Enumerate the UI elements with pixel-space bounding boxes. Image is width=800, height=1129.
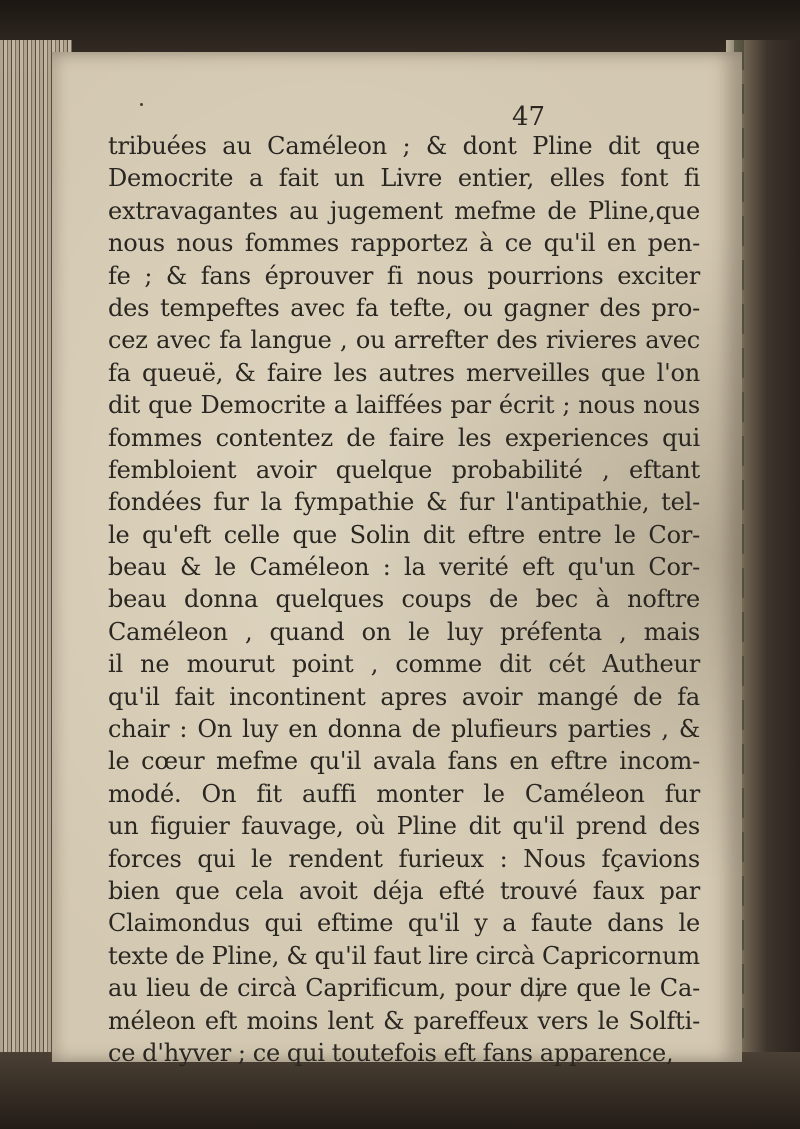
ink-speck bbox=[140, 103, 143, 106]
text-line: il ne mourut point , comme dit cét Autheur bbox=[108, 650, 700, 679]
text-line: modé. On fit auffi monter le Caméleon fur bbox=[108, 779, 700, 808]
text-line: fa queuë, & faire les autres merveilles que l'on bbox=[108, 358, 700, 387]
page-body-text bbox=[108, 130, 700, 1069]
text-line: fembloient avoir quelque probabilité , eftant bbox=[108, 455, 700, 484]
text-line: tribuées au Caméleon ; & dont Pline dit que bbox=[108, 132, 700, 160]
text-line: le qu'eft celle que Solin dit eftre entre le Cor- bbox=[108, 520, 700, 549]
text-line: fe ; & fans éprouver fi nous pourrions exciter bbox=[108, 261, 700, 290]
text-line: au lieu de circà Caprificum, pour dire que le Ca- bbox=[108, 974, 700, 1003]
text-line: chair : On luy en donna de plufieurs parties , & bbox=[108, 715, 700, 744]
page-number: 47 bbox=[512, 102, 546, 132]
text-line: fondées fur la fympathie & fur l'antipathie, tel- bbox=[108, 488, 700, 517]
text-line: un figuier fauvage, où Pline dit qu'il prend des bbox=[108, 812, 700, 841]
text-line: des tempeftes avec fa tefte, ou gagner des pro- bbox=[108, 293, 700, 322]
text-line: beau & le Caméleon : la verité eft qu'un Cor- bbox=[108, 553, 700, 582]
text-line: Claimondus qui eftime qu'il y a faute dans le bbox=[108, 909, 700, 938]
text-line: cez avec fa langue , ou arrefter des rivieres avec bbox=[108, 326, 700, 355]
text-line: nous nous fommes rapportez à ce qu'il en pen- bbox=[108, 229, 700, 258]
text-line: forces qui le rendent furieux : Nous fçavions bbox=[108, 844, 700, 873]
text-line: le cœur mefme qu'il avala fans en eftre incom- bbox=[108, 747, 700, 776]
text-line: texte de Pline, & qu'il faut lire circà Capricornum bbox=[108, 941, 700, 970]
text-line: Caméleon , quand on le luy préfenta , mais bbox=[108, 617, 700, 646]
text-line: extravagantes au jugement mefme de Pline,que bbox=[108, 196, 700, 225]
text-line: beau donna quelques coups de bec à noftre bbox=[108, 585, 700, 614]
text-line: méleon eft moins lent & pareffeux vers le Solfti- bbox=[108, 1006, 700, 1035]
text-line: Democrite a fait un Livre entier, elles font fi bbox=[108, 164, 700, 193]
text-line: qu'il fait incontinent apres avoir mangé de fa bbox=[108, 682, 700, 711]
text-line: dit que Democrite a laiffées par écrit ; nous nous bbox=[108, 391, 700, 420]
text-line: ce d'hyver ; ce qui toutefois eft fans apparence, bbox=[108, 1038, 674, 1067]
text-line: fommes contentez de faire les experiences qui bbox=[108, 423, 700, 452]
text-line: bien que cela avoit déja efté trouvé faux par bbox=[108, 876, 700, 905]
